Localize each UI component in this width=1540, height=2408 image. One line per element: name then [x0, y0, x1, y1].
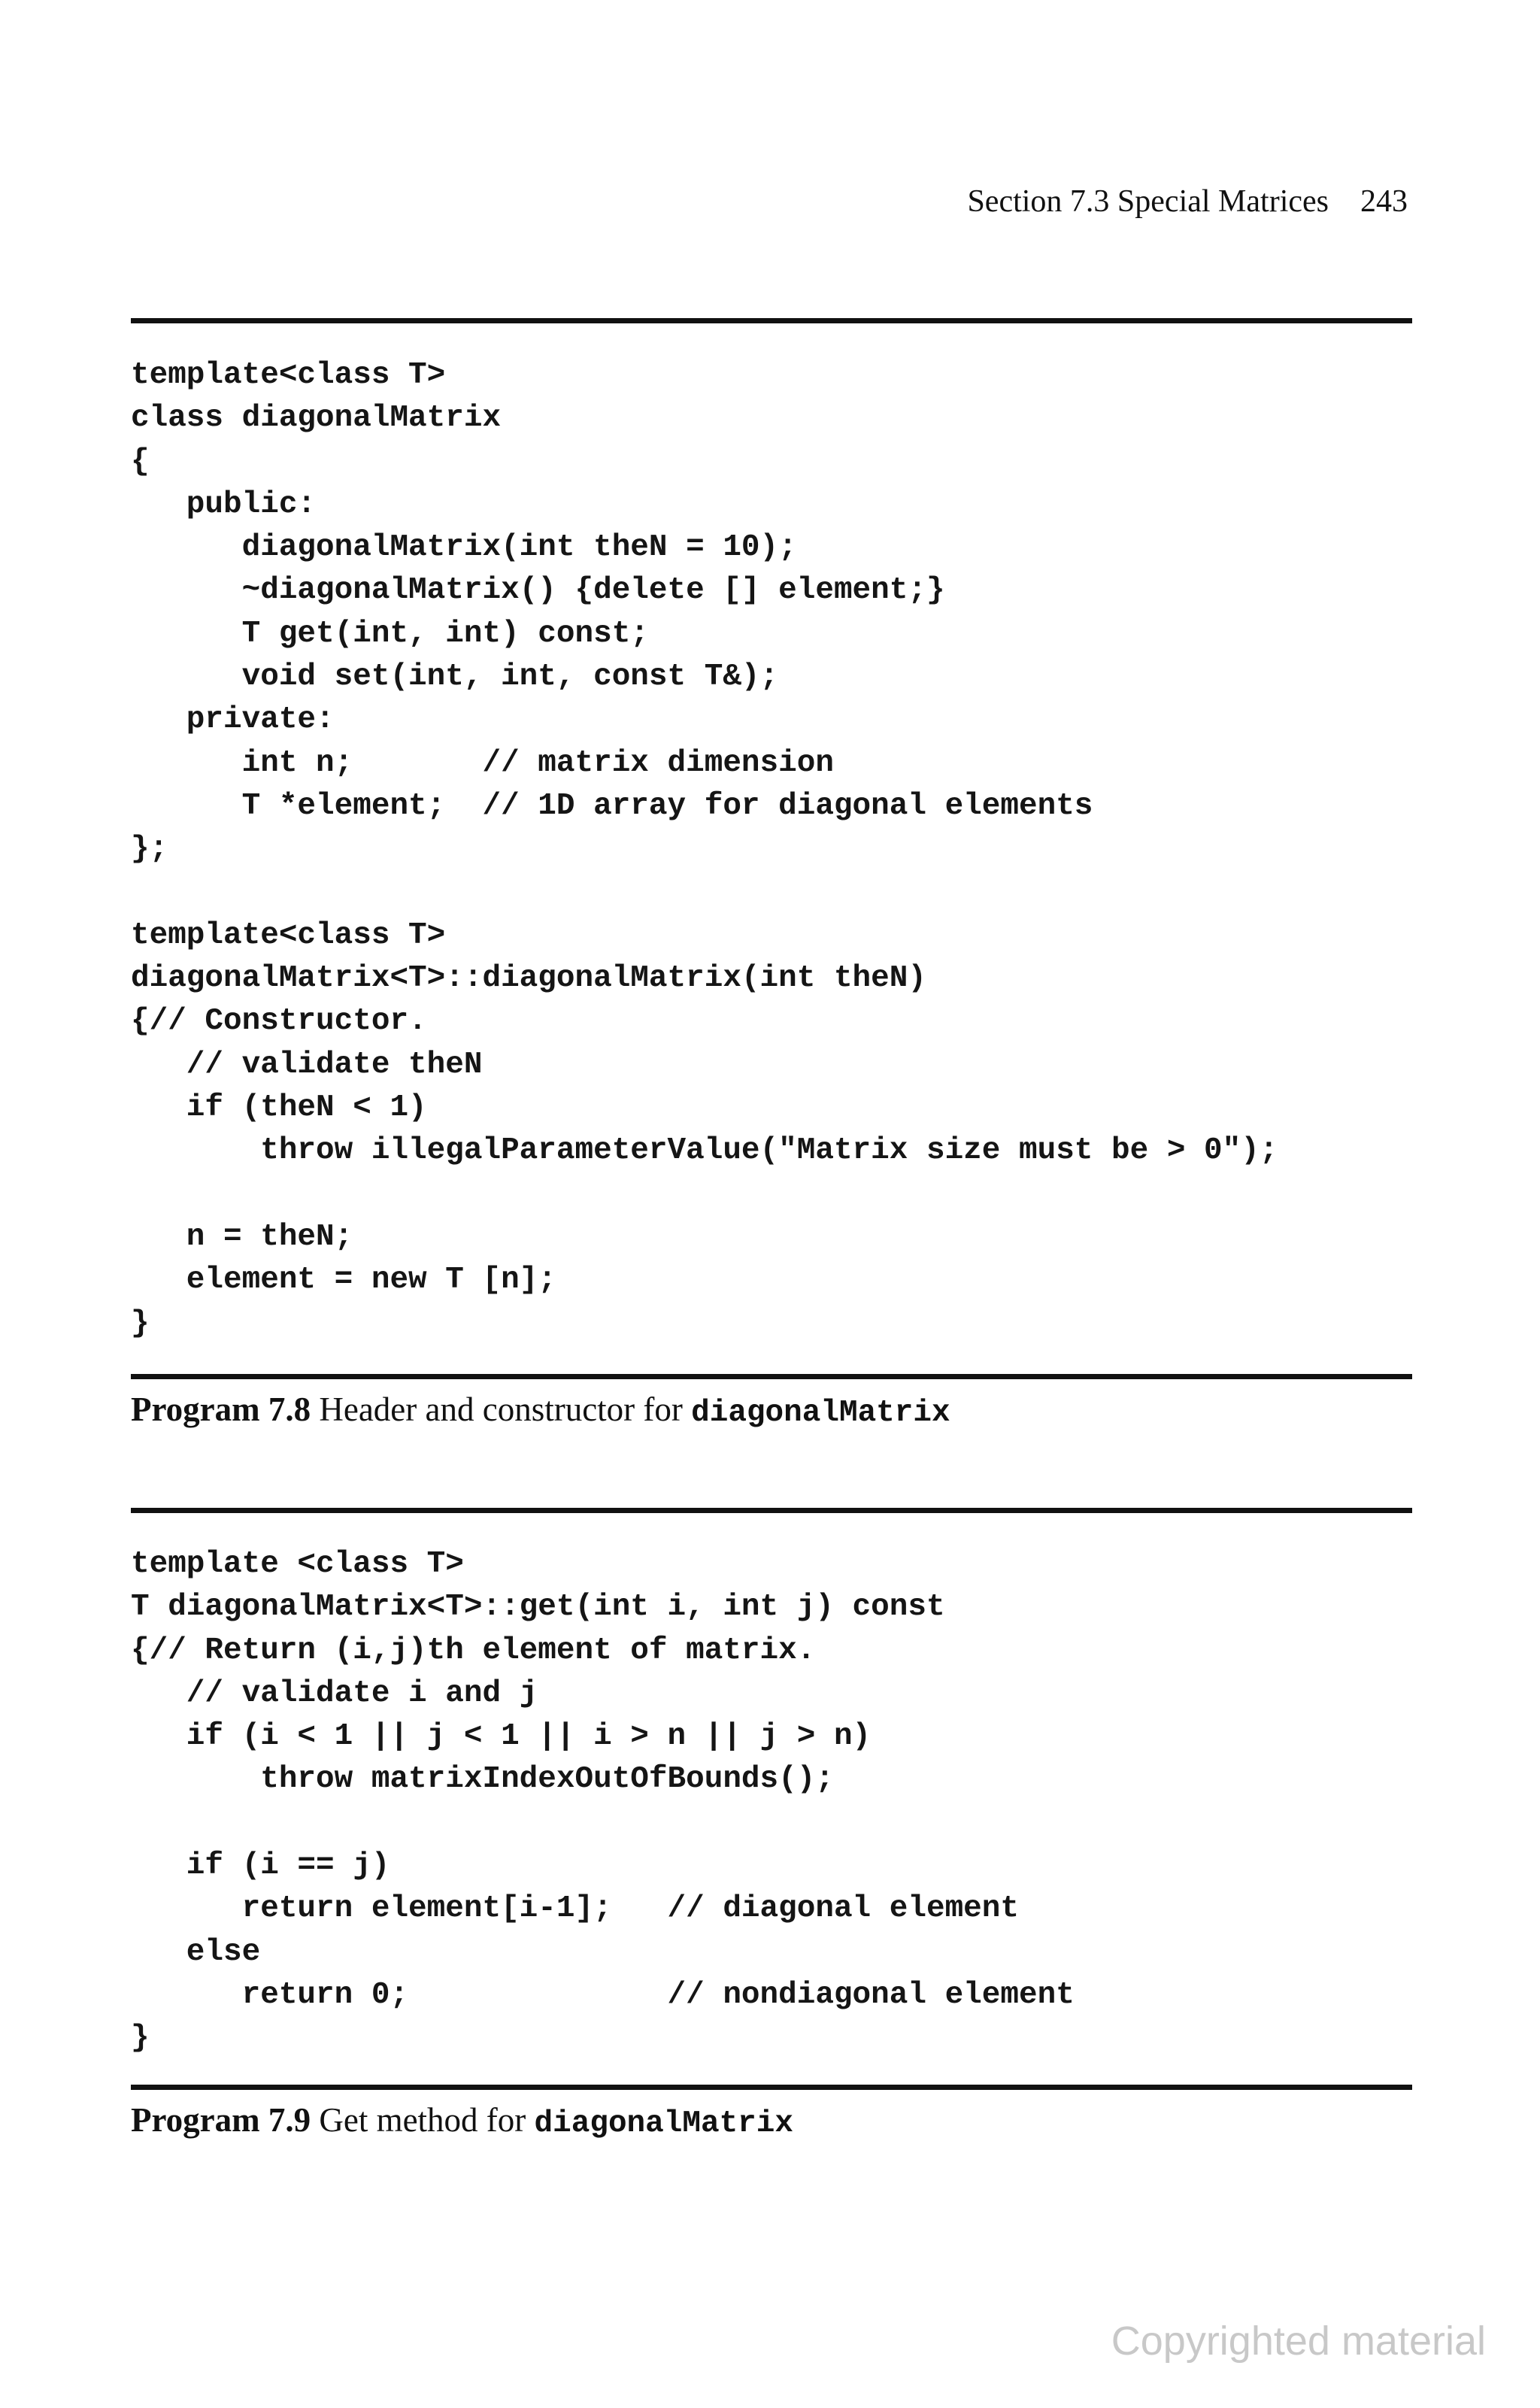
code-line: diagonalMatrix(int theN = 10);	[131, 530, 797, 566]
code-line	[131, 872, 1278, 914]
caption-text: Get method for	[311, 2101, 535, 2139]
running-header	[967, 183, 1408, 220]
code-line: int n; // matrix dimension	[131, 745, 834, 781]
code-line: class diagonalMatrix	[131, 401, 502, 436]
program-7-8-code	[131, 354, 1278, 1345]
code-line: T get(int, int) const;	[131, 616, 649, 651]
program-7-9-bottom-rule	[131, 2085, 1412, 2090]
program-7-9-code	[131, 1543, 1075, 2061]
code-line: if (i < 1 || j < 1 || i > n || j > n)	[131, 1719, 872, 1754]
code-line: template <class T>	[131, 1547, 464, 1582]
code-line: {	[131, 444, 150, 479]
code-line: {// Return (i,j)th element of matrix.	[131, 1633, 816, 1668]
code-line: ~diagonalMatrix() {delete [] element;}	[131, 573, 945, 608]
program-7-9-top-rule	[131, 1508, 1412, 1513]
code-line: else	[131, 1934, 261, 1970]
page-number: 243	[1360, 184, 1408, 219]
code-line: throw illegalParameterValue("Matrix size must be > 0");	[131, 1133, 1278, 1169]
code-line: // validate theN	[131, 1047, 483, 1082]
code-line: return 0; // nondiagonal element	[131, 1977, 1075, 2012]
code-line	[131, 1173, 1278, 1216]
code-line: throw matrixIndexOutOfBounds();	[131, 1762, 834, 1797]
code-line: n = theN;	[131, 1219, 353, 1254]
code-line: public:	[131, 487, 317, 522]
program-7-8-caption	[131, 1390, 950, 1430]
code-line: T *element; // 1D array for diagonal elements	[131, 788, 1093, 823]
section-title: Section 7.3 Special Matrices	[967, 184, 1329, 219]
code-line: element = new T [n];	[131, 1263, 556, 1298]
code-line	[131, 1802, 1075, 1845]
program-7-8-bottom-rule	[131, 1374, 1412, 1379]
caption-code: diagonalMatrix	[534, 2106, 793, 2141]
caption-label: Program 7.8	[131, 1391, 311, 1428]
code-line: template<class T>	[131, 917, 446, 953]
code-line: if (i == j)	[131, 1848, 390, 1884]
code-line: }	[131, 1306, 150, 1341]
program-7-8-top-rule	[131, 318, 1412, 323]
code-line: template<class T>	[131, 358, 446, 393]
code-line: private:	[131, 702, 335, 738]
code-line: }	[131, 2021, 150, 2056]
caption-code: diagonalMatrix	[691, 1396, 950, 1430]
code-line: T diagonalMatrix<T>::get(int i, int j) const	[131, 1590, 945, 1625]
code-line: {// Constructor.	[131, 1004, 427, 1039]
caption-label: Program 7.9	[131, 2101, 311, 2139]
code-line: if (theN < 1)	[131, 1090, 427, 1126]
code-line: };	[131, 832, 168, 867]
code-line: return element[i-1]; // diagonal element	[131, 1891, 1019, 1927]
copyright-watermark: Copyrighted material	[1111, 2319, 1486, 2364]
program-7-9-caption	[131, 2100, 793, 2141]
code-line: // validate i and j	[131, 1676, 538, 1711]
caption-text: Header and constructor for	[311, 1391, 692, 1428]
code-line: void set(int, int, const T&);	[131, 660, 779, 695]
code-line: diagonalMatrix<T>::diagonalMatrix(int theN)	[131, 961, 926, 996]
